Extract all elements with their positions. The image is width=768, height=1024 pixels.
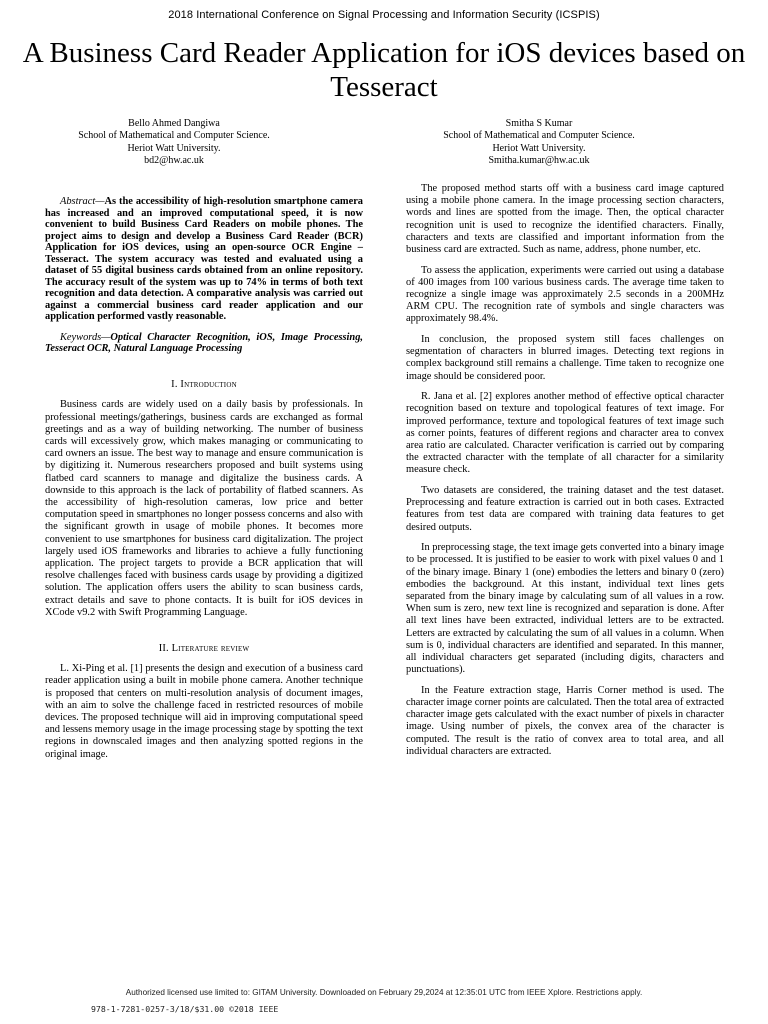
author-university: Heriot Watt University. (127, 142, 221, 154)
author-email: Smitha.kumar@hw.ac.uk (488, 155, 590, 167)
paragraph: The proposed method starts off with a business card image captured using a mobile phone camera. In the image processing section characters, words and lines are spotted from the image. Then, the optical character recognition unit is used to recognize the identified characters. Finally, characters and texts are classified and important information from the business card are extracted. Such as name, address, phone number, etc. (406, 183, 724, 256)
paragraph: To assess the application, experiments were carried out using a database of 400 images from 100 various business cards. The average time taken to recognize a single image was approximately 2.5 seconds in a 200MHz ARM CPU. The recognition rate of symbols and single characters was approximately 98.4%. (406, 264, 724, 325)
author-block-1 (24, 118, 324, 168)
abstract-label: Abstract— (60, 196, 105, 207)
paragraph: In preprocessing stage, the text image gets converted into a binary image to be processed. It is justified to be easier to work with pixel values 0 and 1 of the binary image. Binary 1 (one) embodies the letters and binary 0 (zero) embodies the background. At this instant, individual text lines gets separated from the binary image by calculating sum of all values in a row. When sum is zero, new text line is recognized and separation is done. After all text lines have been extracted, individual letters are to be extracted. Letters are extracted by calculating the sum of all values in a column. When sum is 0, individual characters are identified and separated. In this manner, all individual characters get separated (including digits, characters and punctuations). (406, 542, 724, 676)
author-name: Bello Ahmed Dangiwa (128, 118, 220, 129)
paragraph: In conclusion, the proposed system still faces challenges on segmentation of characters in blurred images. Detecting text regions in complex background still remains a challenge. Time taken to recognize one image should be considered poor. (406, 334, 724, 382)
author-department: School of Mathematical and Computer Science. (443, 130, 635, 142)
abstract-text: As the accessibility of high-resolution smartphone camera has increased and an improved computational speed, it is now convenient to build Business Card Readers on mobile phones. The project aims to design and develop a Business Card Reader (BCR) Application for iOS devices, using an open-source OCR Engine – Tesseract. The system accuracy was tested and evaluated using a dataset of 55 digital business cards obtained from an online repository. The accuracy result of the system was up to 74% in terms of both text recognition and data detection. A comparative analysis was carried out against a commercial business card reader application and our application performed vastly reasonable. (45, 196, 363, 322)
paragraph: Business cards are widely used on a daily basis by professionals. In professional meetings/gatherings, business cards are exchanged as formal greetings and as a way of building networking. The number of business cards will excessively grow, which makes managing or communicating to card owners an issue. The best way to manage and ensure communication is by digitizing it. Numerous researchers proposed and built systems using flatbed card scanners to manage and digitalize the business cards. A downside to this approach is the lack of portability of flatbed scanners. As the accessibility of high-resolution cameras, low price and better computation speed in smartphones no longer possess concerns and also with the significant growth in usage of mobile phones. It becomes more convenient to use smartphones for business card digitalization. The project largely used iOS frameworks and libraries to achieve a fully functioning application. The project targets to provide a BCR application that will resolve challenges faced with business cards usage by providing a digitized solution. The application offers users the ability to scan business cards, extract details and save to phone contacts. It is built for iOS devices in XCode v9.2 with Swift Programming Language. (45, 399, 363, 618)
copyright-line: 978-1-7281-0257-3/18/$31.00 ©2018 IEEE (91, 1004, 279, 1014)
abstract (45, 196, 363, 323)
keywords-text: Optical Character Recognition, iOS, Image Processing, Tesseract OCR, Natural Language Processing (45, 331, 363, 355)
author-name: Smitha S Kumar (505, 118, 573, 129)
keywords-label: Keywords— (60, 331, 111, 343)
author-email: bd2@hw.ac.uk (144, 155, 204, 167)
paragraph: Two datasets are considered, the training dataset and the test dataset. Preprocessing and feature extraction is carried out in both cases. Extracted features from test data are compared with training data features to get desired outputs. (406, 485, 724, 533)
left-column (45, 196, 363, 769)
paragraph: In the Feature extraction stage, Harris Corner method is used. The character image corner points are calculated. Then the total area of extracted character image gets calculated with the exact number of pixels in character image. Using number of pixels, the convex area of the character is computed. The result is the ratio of convex area to total area, and all individual characters are extracted. (406, 684, 724, 757)
section-heading-introduction: I. Introduction (171, 379, 237, 391)
author-university: Heriot Watt University. (492, 142, 586, 154)
right-column (406, 183, 724, 766)
section-heading-literature-review: II. Literature review (158, 642, 250, 654)
paragraph: L. Xi-Ping et al. [1] presents the design and execution of a business card reader application using a built in mobile phone camera. Another technique is proposed that centers on multi-resolution analysis of document images, with an aim to solve the challenge faced in restricted resources of mobile devices. The proposed technique will aid in improving computational speed and lessens memory usage in the image processing stage by spotting the text regions in downscaled images and then analyzing spotted regions in the original image. (45, 663, 364, 760)
paper-title: A Business Card Reader Application for iOS devices based on Tesseract (22, 37, 746, 103)
conference-header: 2018 International Conference on Signal Processing and Information Security (ICSPIS) (168, 9, 600, 21)
paragraph: R. Jana et al. [2] explores another method of effective optical character recognition based on texture and topological features of text image. For improved performance, texture and topological features of text image such as corner points, features of different regions and character area to convex area ratio are calculated. Character verification is carried out by comparing the extracted character with the template of all character for a similarity measure check. (406, 391, 724, 476)
author-department: School of Mathematical and Computer Science. (78, 130, 270, 142)
author-block-2 (389, 118, 689, 168)
license-footer: Authorized licensed use limited to: GITAM University. Downloaded on February 29,2024 at 12:35:01 UTC from IEEE Xplore. Restrictions apply. (125, 988, 643, 997)
keywords (45, 332, 363, 356)
